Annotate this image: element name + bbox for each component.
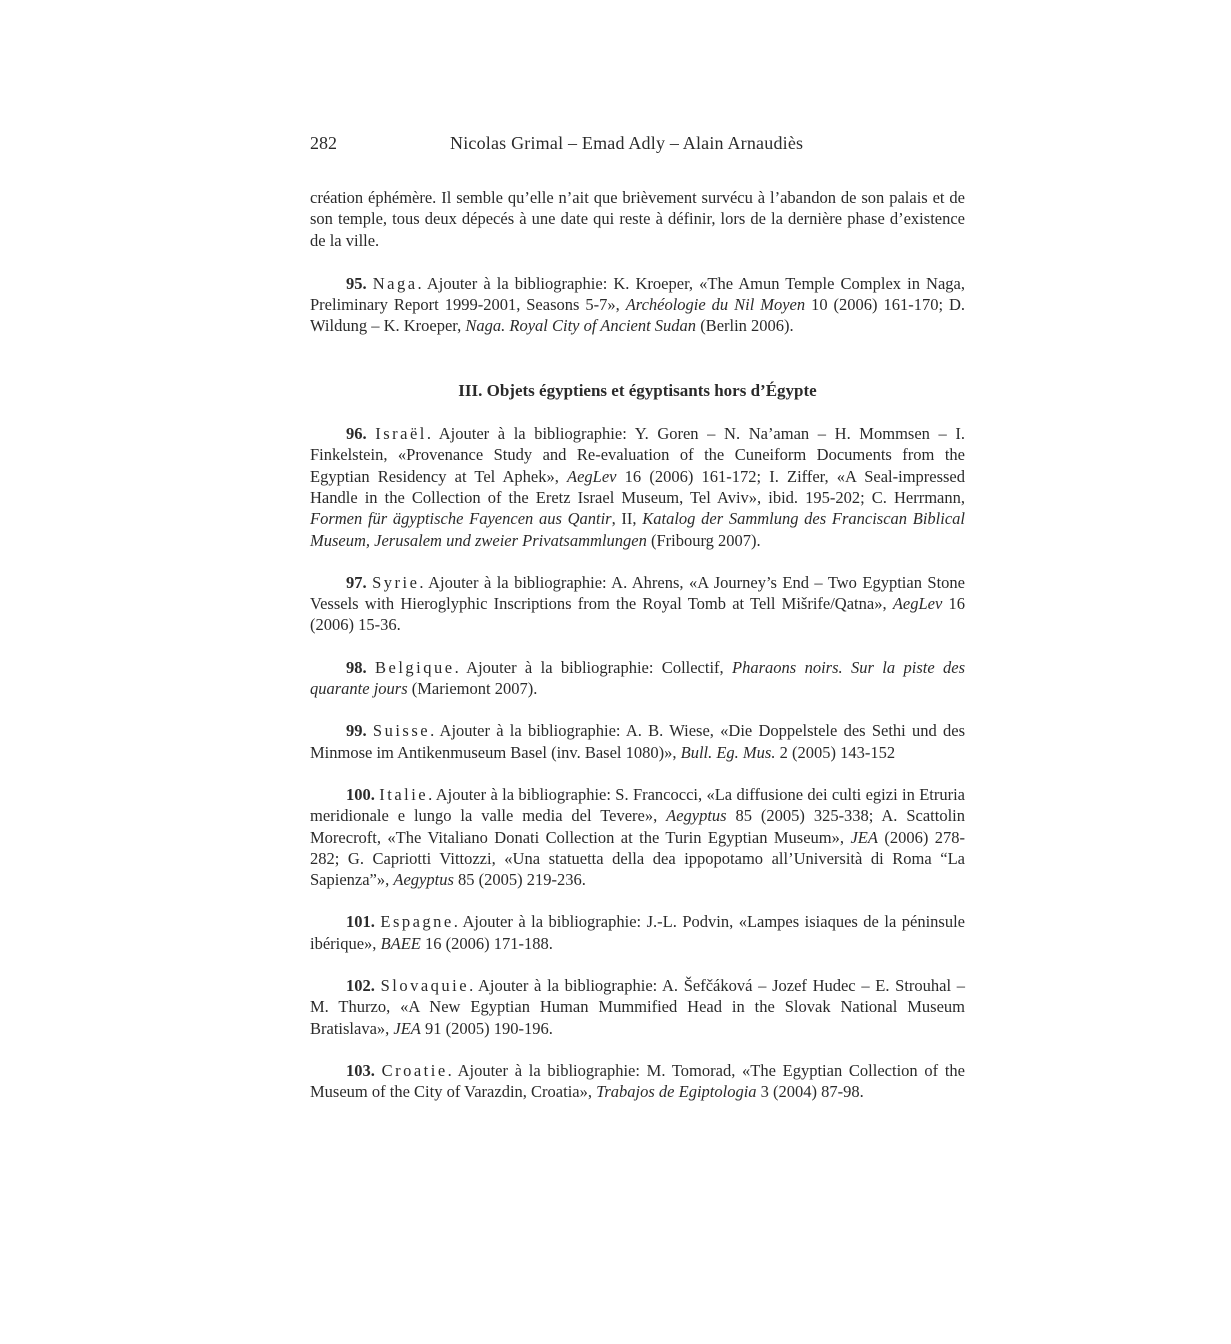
page-body — [310, 187, 965, 1103]
entry-place: Slovaquie — [380, 976, 470, 996]
entry-96 — [310, 423, 965, 551]
entry-text: . Ajouter à la bibliographie: A. B. Wiese, «Die Doppelstele des Sethi und des Minmose im Antikenmuseum Basel (inv. Basel 1080)», — [310, 721, 966, 762]
entry-text: 91 (2005) 190-196. — [420, 1018, 553, 1038]
entry-text: 10 (2006) 161-170; D. Wildung – K. Kroeper, — [310, 295, 966, 336]
entry-number: 100. — [346, 784, 380, 804]
entry-title-italic: Trabajos de Egiptologia — [596, 1082, 757, 1102]
entry-text: 16 (2006) 161-172; I. Ziffer, «A Seal-impressed Handle in the Collection of the Eretz Israel Museum, Tel Aviv», ibid. 195-202; C. Herrmann, — [310, 466, 966, 507]
entry-title-italic: AegLev — [892, 594, 943, 614]
entry-place: Croatie — [381, 1060, 448, 1080]
entry-text: (Fribourg 2007). — [646, 530, 761, 550]
entry-title-italic: Archéologie du Nil Moyen — [625, 295, 806, 315]
entry-title-italic: Katalog der Sammlung des Franciscan Biblical Museum, Jerusalem und zweier Privatsammlungen — [310, 509, 965, 550]
entry-text: (Mariemont 2007). — [407, 679, 538, 699]
entry-text: . Ajouter à la bibliographie: A. Ahrens, «A Journey’s End – Two Egyptian Stone Vessels with Hieroglyphic Inscriptions from the Royal Tomb at Tell Mišrife/Qatna», — [310, 572, 965, 614]
entry-number: 103. — [346, 1060, 382, 1080]
entry-98 — [310, 657, 965, 700]
entry-text: . Ajouter à la bibliographie: K. Kroeper, «The Amun Temple Complex in Naga, Preliminary Report 1999-2001, Seasons 5-7», — [310, 273, 965, 315]
entry-101 — [310, 911, 965, 954]
entry-number: 101. — [346, 912, 381, 932]
entry-number: 97. — [346, 572, 373, 592]
entry-number: 95. — [346, 273, 373, 293]
entry-95 — [310, 273, 965, 337]
entry-title-italic: Pharaons noirs. Sur la piste des quarante jours — [310, 657, 966, 699]
entry-title-italic: JEA — [393, 1018, 421, 1038]
entry-title-italic: JEA — [850, 827, 878, 847]
entry-text: (Berlin 2006). — [696, 316, 794, 336]
entry-102 — [310, 975, 965, 1039]
entry-text: , II, — [611, 509, 643, 529]
entry-place: Syrie — [372, 572, 420, 592]
entry-text: 3 (2004) 87-98. — [756, 1082, 864, 1102]
entry-title-italic: AegLev — [567, 466, 617, 486]
intro-paragraph: création éphémère. Il semble qu’elle n’ait que brièvement survécu à l’abandon de son palais et de son temple, tous deux dépecés à une date qui reste à définir, lors de la dernière phase d’existence de la ville. — [310, 188, 965, 250]
entry-number: 98. — [346, 657, 375, 677]
entry-title-italic: BAEE — [380, 933, 421, 953]
entry-place: Italie — [379, 784, 429, 804]
entry-text: 16 (2006) 171-188. — [420, 933, 553, 953]
entry-place: Israël — [375, 424, 427, 444]
entry-title-italic: Aegyptus — [666, 806, 727, 826]
entry-99 — [310, 720, 965, 763]
entry-text: 85 (2005) 219-236. — [453, 870, 586, 890]
page-number: 282 — [310, 133, 337, 153]
entry-title-italic: Bull. Eg. Mus. — [680, 742, 776, 762]
entry-text: . Ajouter à la bibliographie: J.-L. Podvin, «Lampes isiaques de la péninsule ibérique», — [310, 912, 965, 953]
entry-text: . Ajouter à la bibliographie: M. Tomorad, «The Egyptian Collection of the Museum of the City of Varazdin, Croatia», — [310, 1060, 965, 1102]
entry-text: 2 (2005) 143-152 — [775, 742, 896, 762]
entry-100 — [310, 784, 965, 890]
entry-text: . Ajouter à la bibliographie: A. Šefčáková – Jozef Hudec – E. Strouhal – M. Thurzo, «A New Egyptian Human Mummified Head in the Slovak National Museum Bratislava», — [310, 976, 965, 1038]
entry-title-italic: Naga. Royal City of Ancient Sudan — [465, 316, 697, 336]
entry-text: . Ajouter à la bibliographie: Collectif, — [454, 657, 733, 677]
entry-place: Naga — [372, 273, 418, 293]
entry-title-italic: Aegyptus — [393, 870, 454, 890]
entry-number: 102. — [346, 976, 381, 996]
entry-97 — [310, 572, 965, 636]
entries-group-2 — [310, 423, 965, 1102]
entry-title-italic: Formen für ägyptische Fayencen aus Qantir — [310, 509, 612, 529]
running-header — [310, 133, 965, 159]
entry-text: . Ajouter à la bibliographie: S. Francocci, «La diffusione dei culti egizi in Etruria meridionale e lungo la valle media del Tevere», — [310, 784, 966, 826]
entry-103 — [310, 1060, 965, 1103]
entry-place: Belgique — [375, 657, 455, 677]
entry-text: (2006) 278-282; G. Capriotti Vittozzi, «Una statuetta della dea ippopotamo all’Università di Roma “La Sapienza”», — [310, 827, 965, 890]
entry-text: 16 (2006) 15-36. — [310, 594, 966, 635]
running-title: Nicolas Grimal – Emad Adly – Alain Arnaudiès — [450, 133, 804, 153]
entry-number: 99. — [346, 721, 373, 741]
entry-text: . Ajouter à la bibliographie: Y. Goren – N. Na’aman – H. Mommsen – I. Finkelstein, «Provenance Study and Re-evaluation of the Cuneiform Documents from the Egyptian Residency at Tel Aphek», — [310, 424, 966, 486]
entry-place: Suisse — [372, 721, 431, 741]
entries-group-1 — [310, 273, 965, 337]
entry-place: Espagne — [380, 912, 454, 932]
section-title: III. Objets égyptiens et égyptisants hors d’Égypte — [458, 380, 817, 400]
entry-text: 85 (2005) 325-338; A. Scattolin Morecroft, «The Vitaliano Donati Collection at the Turin Egyptian Museum», — [310, 806, 965, 847]
entry-number: 96. — [346, 424, 376, 444]
